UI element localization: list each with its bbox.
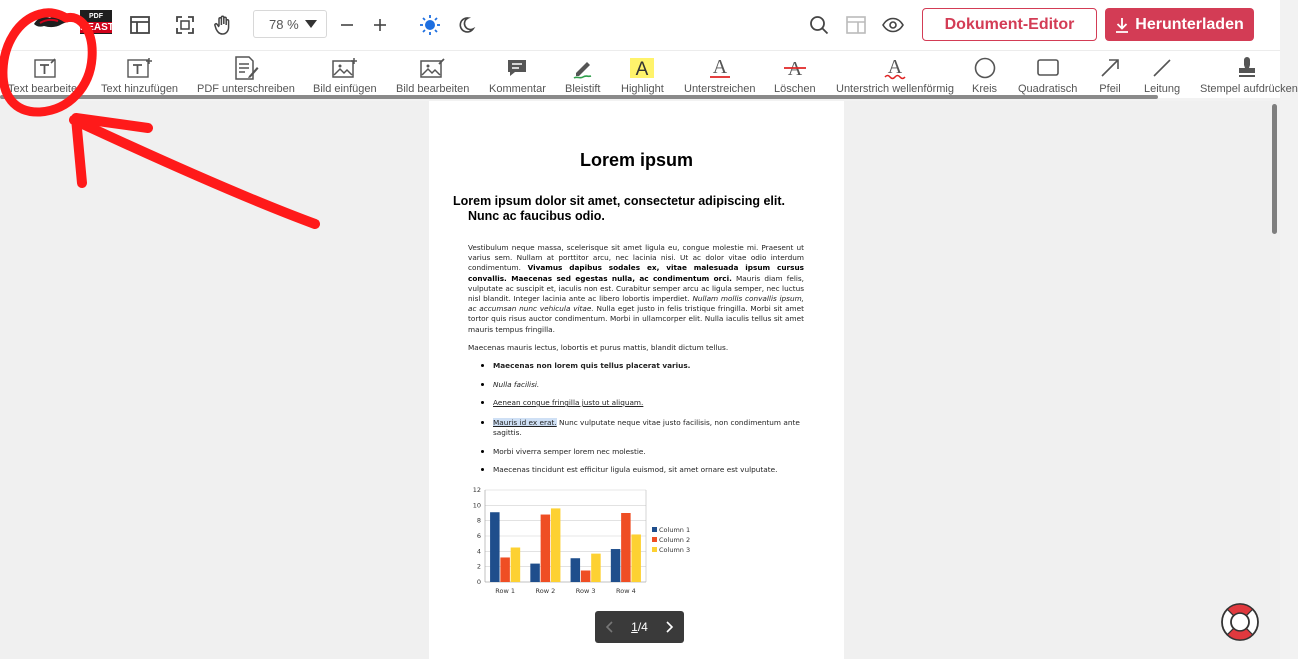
tool-label: Leitung (1144, 83, 1181, 95)
y-tick-label: 10 (472, 501, 481, 510)
chart-bar (621, 513, 631, 582)
chart-bar (571, 558, 581, 582)
tool-arrow[interactable] (1099, 55, 1121, 97)
tool-label: Kreis (972, 83, 998, 95)
download-button[interactable] (1105, 8, 1254, 41)
y-tick-label: 2 (476, 562, 481, 571)
paragraph-2: Maecenas mauris lectus, lobortis et purus mattis, blandit dictum tellus. (468, 343, 729, 352)
tool-line[interactable] (1144, 55, 1180, 97)
text-edit-icon (34, 55, 58, 81)
subtitle-line: Nunc ac faucibus odio. (468, 208, 605, 223)
plus-icon[interactable] (367, 12, 393, 38)
next-page-icon[interactable] (664, 621, 674, 633)
x-tick-label: Row 2 (535, 587, 556, 595)
svg-text:A: A (787, 58, 803, 80)
page-separator: / (637, 620, 642, 634)
subtitle-line: Lorem ipsum dolor sit amet, consectetur adipiscing elit. (453, 194, 786, 208)
toolbar-scrollbar[interactable] (0, 95, 1158, 99)
legend-swatch (652, 537, 657, 542)
text-run: Nulla eget justo in felis tristique fringilla. Morbi sit amet tortor quis risus auctor condimentum. Morbi in ullamcorper elit. Nulla iaculis tellus sit amet mauris tempus fringilla. (468, 304, 804, 334)
document-title: Lorem ipsum (579, 150, 694, 170)
minus-icon[interactable] (334, 12, 360, 38)
document-subtitle (453, 194, 813, 223)
tool-label: Unterstreichen (684, 83, 756, 95)
tool-image-edit[interactable] (396, 55, 469, 97)
zoom-value: 78 % (269, 16, 299, 32)
legend-label: Column 1 (659, 526, 691, 534)
help-lifebuoy-icon[interactable] (1219, 601, 1261, 643)
chart-bar (490, 512, 500, 582)
fullscreen-icon[interactable] (172, 12, 198, 38)
chart-bar (581, 571, 591, 583)
bullet-dot (481, 421, 484, 424)
bullet-dot (481, 450, 484, 453)
tool-label: PDF unterschreiben (197, 83, 295, 95)
tool-label: Kommentar (489, 83, 546, 95)
underline-icon (708, 55, 732, 81)
x-tick-label: Row 3 (575, 587, 596, 595)
list-item-text: Maecenas non lorem quis tellus placerat varius. (493, 361, 691, 370)
bullet-dot (481, 401, 484, 404)
tool-strikethrough[interactable] (774, 55, 816, 97)
x-tick-label: Row 1 (495, 587, 515, 595)
image-add-icon (332, 55, 358, 81)
paragraph-1 (468, 243, 804, 335)
y-tick-label: 4 (476, 547, 481, 556)
chart-bar (631, 534, 641, 582)
chevron-down-icon (305, 20, 317, 28)
list-item-text: Nulla facilisi. (493, 380, 540, 389)
chart-bar (611, 549, 621, 582)
highlighted-text[interactable]: Mauris id ex erat. (493, 418, 557, 427)
tool-comment[interactable] (489, 55, 546, 97)
tool-label: Löschen (774, 83, 816, 95)
svg-text:A: A (712, 56, 727, 78)
tool-label: Bild einfügen (313, 83, 377, 95)
y-tick-label: 6 (476, 532, 481, 540)
previous-page-icon[interactable] (605, 621, 615, 633)
chart-bar (551, 508, 561, 582)
tool-label: Highlight (621, 83, 664, 95)
bar-chart (462, 485, 702, 597)
bullet-dot (481, 468, 484, 471)
line-icon (1151, 55, 1173, 81)
circle-icon (973, 55, 997, 81)
tool-underline[interactable] (684, 55, 756, 97)
top-toolbar (0, 0, 1280, 50)
bullet-dot (481, 364, 484, 367)
list-item-text: Maecenas tincidunt est efficitur ligula euismod, sit amet ornare est vulputate. (493, 465, 778, 474)
tool-label: Stempel aufdrücken (1200, 83, 1298, 95)
x-tick-label: Row 4 (616, 587, 636, 595)
hand-icon[interactable] (210, 12, 236, 38)
sign-icon (233, 55, 259, 81)
arrow-icon (1099, 55, 1121, 81)
y-tick-label: 8 (476, 516, 481, 525)
tool-label: Quadratisch (1018, 83, 1078, 95)
current-page: 1 (631, 620, 638, 634)
chart-bar (511, 548, 521, 583)
download-icon (1115, 17, 1129, 33)
y-tick-label: 12 (472, 486, 481, 494)
tool-label: Bild bearbeiten (396, 83, 470, 95)
text-run-italic: Nullam mollis convallis ipsum, ac accumsan nunc vehicula vitae. (468, 294, 804, 314)
text-run-bold: Vivamus dapibus sodales ex, vitae malesuada ipsum cursus convallis. Maecenas sed egestas nulla, ac condimentum orci. (468, 263, 804, 283)
list-item-text: Aenean congue fringilla justo ut aliquam. (493, 398, 644, 407)
logo-badge: PDF BEAST (80, 10, 112, 34)
tool-stamp[interactable] (1200, 55, 1298, 97)
page-indicator[interactable] (631, 620, 648, 634)
chart-bar (541, 515, 551, 582)
y-tick-label: 0 (476, 578, 481, 586)
legend-label: Column 3 (659, 546, 691, 554)
tool-image-add[interactable] (313, 55, 377, 97)
tool-label: Text hinzufügen (101, 83, 179, 95)
tool-square[interactable] (1018, 55, 1077, 97)
viewer-scrollbar[interactable] (1272, 104, 1277, 234)
tool-label: Unterstrich wellenförmig (836, 83, 954, 95)
search-icon[interactable] (806, 12, 832, 38)
tool-label: Text bearbeiten (8, 83, 84, 95)
tool-circle[interactable] (972, 55, 997, 97)
download-button-label: Herunterladen (1135, 15, 1244, 33)
pencil-icon (571, 55, 595, 81)
chart-bar (500, 557, 510, 582)
tool-text-add[interactable] (101, 55, 178, 97)
tool-pencil[interactable] (565, 55, 600, 97)
tool-label: Pfeil (1099, 83, 1121, 95)
list-item-text: Morbi viverra semper lorem nec molestie. (493, 447, 646, 456)
legend-swatch (652, 527, 657, 532)
logo-bird-icon (32, 12, 76, 30)
page-navigator (595, 611, 684, 643)
tool-text-edit[interactable] (8, 55, 83, 97)
app-logo[interactable] (32, 10, 112, 34)
zoom-select[interactable] (253, 10, 327, 38)
tool-highlight[interactable] (621, 55, 664, 97)
text-run: Mauris diam felis, vulputate ac suscipit et, iaculis non est. Curabitur semper arcu ac ligula semper, nec luctus nisl blandit. Integer lacinia ante ac libero lobortis imperdiet. (468, 273, 804, 304)
total-pages: 4 (641, 620, 648, 634)
legend-swatch (652, 547, 657, 552)
comment-icon (506, 55, 528, 81)
tool-label: Bleistift (565, 83, 601, 95)
stamp-icon (1200, 55, 1258, 81)
text-run: Nunc vulputate neque vitae justo facilisis, non condimentum ante sagittis. (493, 418, 800, 437)
highlight-icon (629, 55, 655, 81)
wavy-underline-icon (883, 55, 907, 81)
svg-text:A: A (636, 59, 649, 80)
text-add-icon (127, 55, 153, 81)
split-view-icon[interactable] (843, 12, 869, 38)
chart-bar (591, 554, 601, 582)
dark-mode-icon[interactable] (453, 12, 479, 38)
image-edit-icon (420, 55, 446, 81)
eye-icon[interactable] (880, 12, 906, 38)
document-editor-button[interactable]: Dokument-Editor (922, 8, 1097, 41)
tool-wavy-underline[interactable] (836, 55, 954, 97)
chart-bar (530, 564, 540, 582)
light-mode-icon[interactable] (417, 12, 443, 38)
strikethrough-icon (783, 55, 807, 81)
list-item-text (493, 418, 805, 438)
legend-label: Column 2 (659, 536, 691, 544)
bullet-dot (481, 383, 484, 386)
text-run: Vestibulum neque massa, scelerisque sit amet ligula eu, congue molestie mi. Praesent ut varius sem. Nullam at porttitor arcu, nec lacinia nisi. Ut ac dolor vitae odio interdum condimentum. (468, 243, 804, 273)
annotation-toolbar (0, 50, 1298, 98)
square-icon (1036, 55, 1060, 81)
tool-sign-pdf[interactable] (197, 55, 295, 97)
svg-text:A: A (887, 56, 903, 78)
sidebar-layout-icon[interactable] (127, 12, 153, 38)
